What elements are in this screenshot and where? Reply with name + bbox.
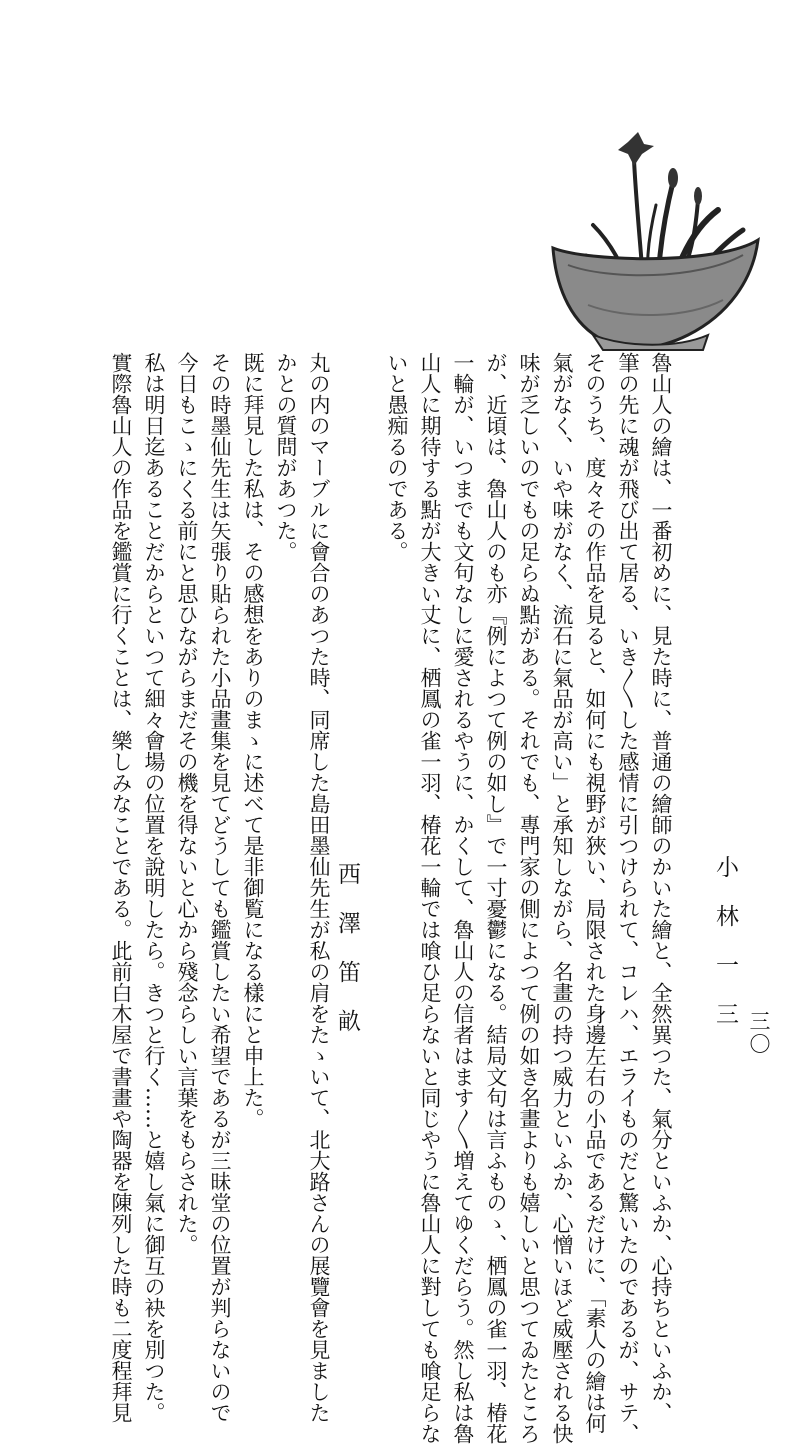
essay-nishizawa <box>75 352 335 1423</box>
essay-line: 今日もこゝにくる前にと思ひながらまだその機を得ないと心から殘念らしい言葉をもらされた。 <box>175 352 199 1255</box>
page-number: 三〇 <box>747 1010 771 1056</box>
essay-line: かとの質問があつた。 <box>274 352 298 562</box>
essay-line: 既に拜見した私は、その感想をありのまゝに述べて是非御覧になる樣にと申上た。 <box>241 352 265 1129</box>
essay-line: そのうち、度々その作品を見ると、如何にも視野が狹い、局限された身邊左右の小品であるだけに、「素人の繪は何 <box>583 352 607 1434</box>
essay-line: 一輪が、いつまでも文句なしに愛されるやうに、かくして、魯山人の信者はます〳〵増えてゆくだらう。然し私は魯 <box>451 352 475 1444</box>
essay-line: が、近頃は、魯山人のも亦『例によつて例の如し』で一寸憂鬱になる。結局文句は言ふものゝ、栖鳳の雀一羽、椿花 <box>484 352 508 1444</box>
essay-line: 丸の内のマーブルに會合のあつた時、同席した島田墨仙先生が私の肩をたゝいて、北大路さんの展覽會を見ました <box>307 352 331 1423</box>
essay-line: 私は明日迄あることだからといつて細々會場の位置を說明したら。きつと行く……と嬉し氣に御互の袂を別つた。 <box>142 352 166 1423</box>
essay-line: 山人に期待する點が大きい丈に、栖鳳の雀一羽、椿花一輪では喰ひ足らないと同じやうに魯山人に對しても喰足らな <box>418 352 442 1444</box>
essay-line: 味が乏しいのでもの足らぬ點がある。それでも、專門家の側によつて例の如き名畫よりも嬉しいと思つてゐたところ <box>517 352 541 1444</box>
essay-line: 氣がなく、いや味がなく、流石に氣品が高い」と承知しながら、名畫の持つ威力といふか、心憎いほど威壓される快 <box>550 352 574 1444</box>
essay-kobayashi <box>385 352 677 1444</box>
author-name: 小林一三 <box>712 855 738 1051</box>
essay-line: いと愚痴るのである。 <box>385 352 409 562</box>
essay-line: 魯山人の繪は、一番初めに、見た時に、普通の繪師のかいた繪と、全然異つた、氣分といふか、心持ちといふか、 <box>649 352 673 1423</box>
author-name: 西澤笛畝 <box>334 862 360 1058</box>
iris-bowl-illustration <box>548 130 760 355</box>
essay-line: 實際魯山人の作品を鑑賞に行くことは、樂しみなことである。此前白木屋で書畫や陶器を陳列した時も二度程拜見 <box>109 352 133 1423</box>
essay-line: 筆の先に魂が飛び出て居る、いき〳〵した感情に引つけられて、コレハ、エライものだと驚いたのであるが、サテ、 <box>616 352 640 1444</box>
essay-line: その時墨仙先生は矢張り貼られた小品畫集を見てどうしても鑑賞したい希望であるが三昧堂の位置が判らないので <box>208 352 232 1423</box>
